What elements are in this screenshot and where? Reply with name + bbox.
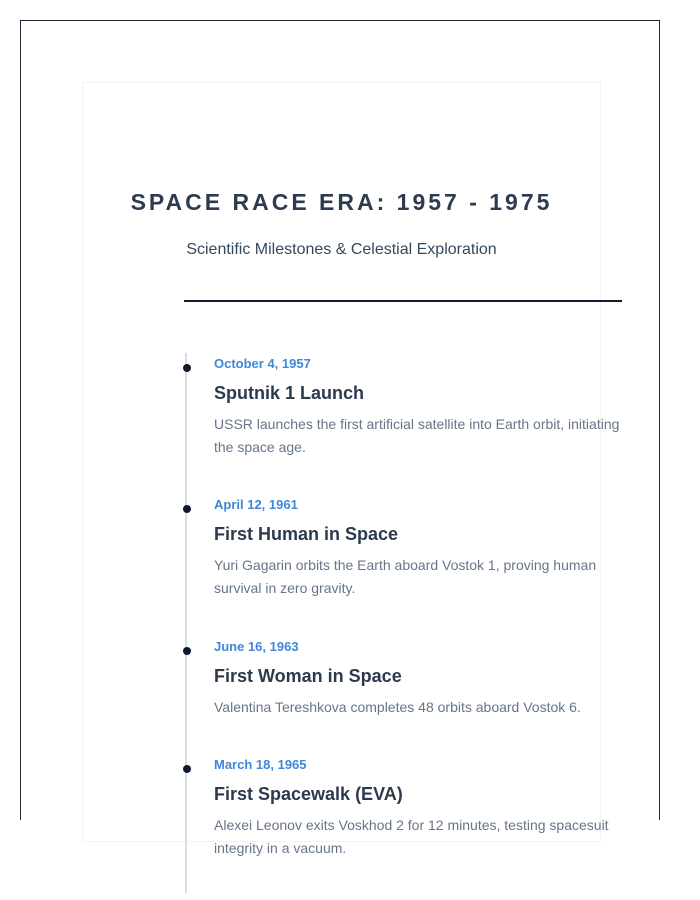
event-description: Yuri Gagarin orbits the Earth aboard Vostok 1, proving human survival in zero gravity. [214, 557, 597, 596]
event-description: Alexei Leonov exits Voskhod 2 for 12 minutes, testing spacesuit integrity in a vacuum. [214, 817, 609, 856]
timeline-dot [183, 364, 191, 372]
event-date: June 16, 1963 [214, 639, 299, 654]
timeline-dot [183, 505, 191, 513]
timeline-line [185, 353, 187, 893]
document-frame [20, 20, 660, 856]
page-title: SPACE RACE ERA: 1957 - 1975 [130, 189, 553, 215]
event-title: First Spacewalk (EVA) [214, 784, 403, 804]
timeline-dot [183, 765, 191, 773]
event-title: First Woman in Space [214, 666, 402, 686]
timeline-event [214, 355, 634, 459]
header-divider [184, 300, 622, 302]
timeline-event [214, 756, 634, 860]
event-description: USSR launches the first artificial satellite into Earth orbit, initiating the space age. [214, 416, 620, 455]
event-title: Sputnik 1 Launch [214, 383, 365, 403]
page-subtitle: Scientific Milestones & Celestial Exploration [186, 241, 497, 258]
timeline-dot [183, 647, 191, 655]
event-date: October 4, 1957 [214, 356, 311, 371]
event-date: March 18, 1965 [214, 757, 307, 772]
timeline-event [214, 496, 634, 600]
event-description: Valentina Tereshkova completes 48 orbits aboard Vostok 6. [214, 699, 581, 715]
event-date: April 12, 1961 [214, 497, 298, 512]
timeline-card [82, 82, 620, 856]
timeline-event [214, 638, 634, 719]
event-title: First Human in Space [214, 524, 399, 544]
